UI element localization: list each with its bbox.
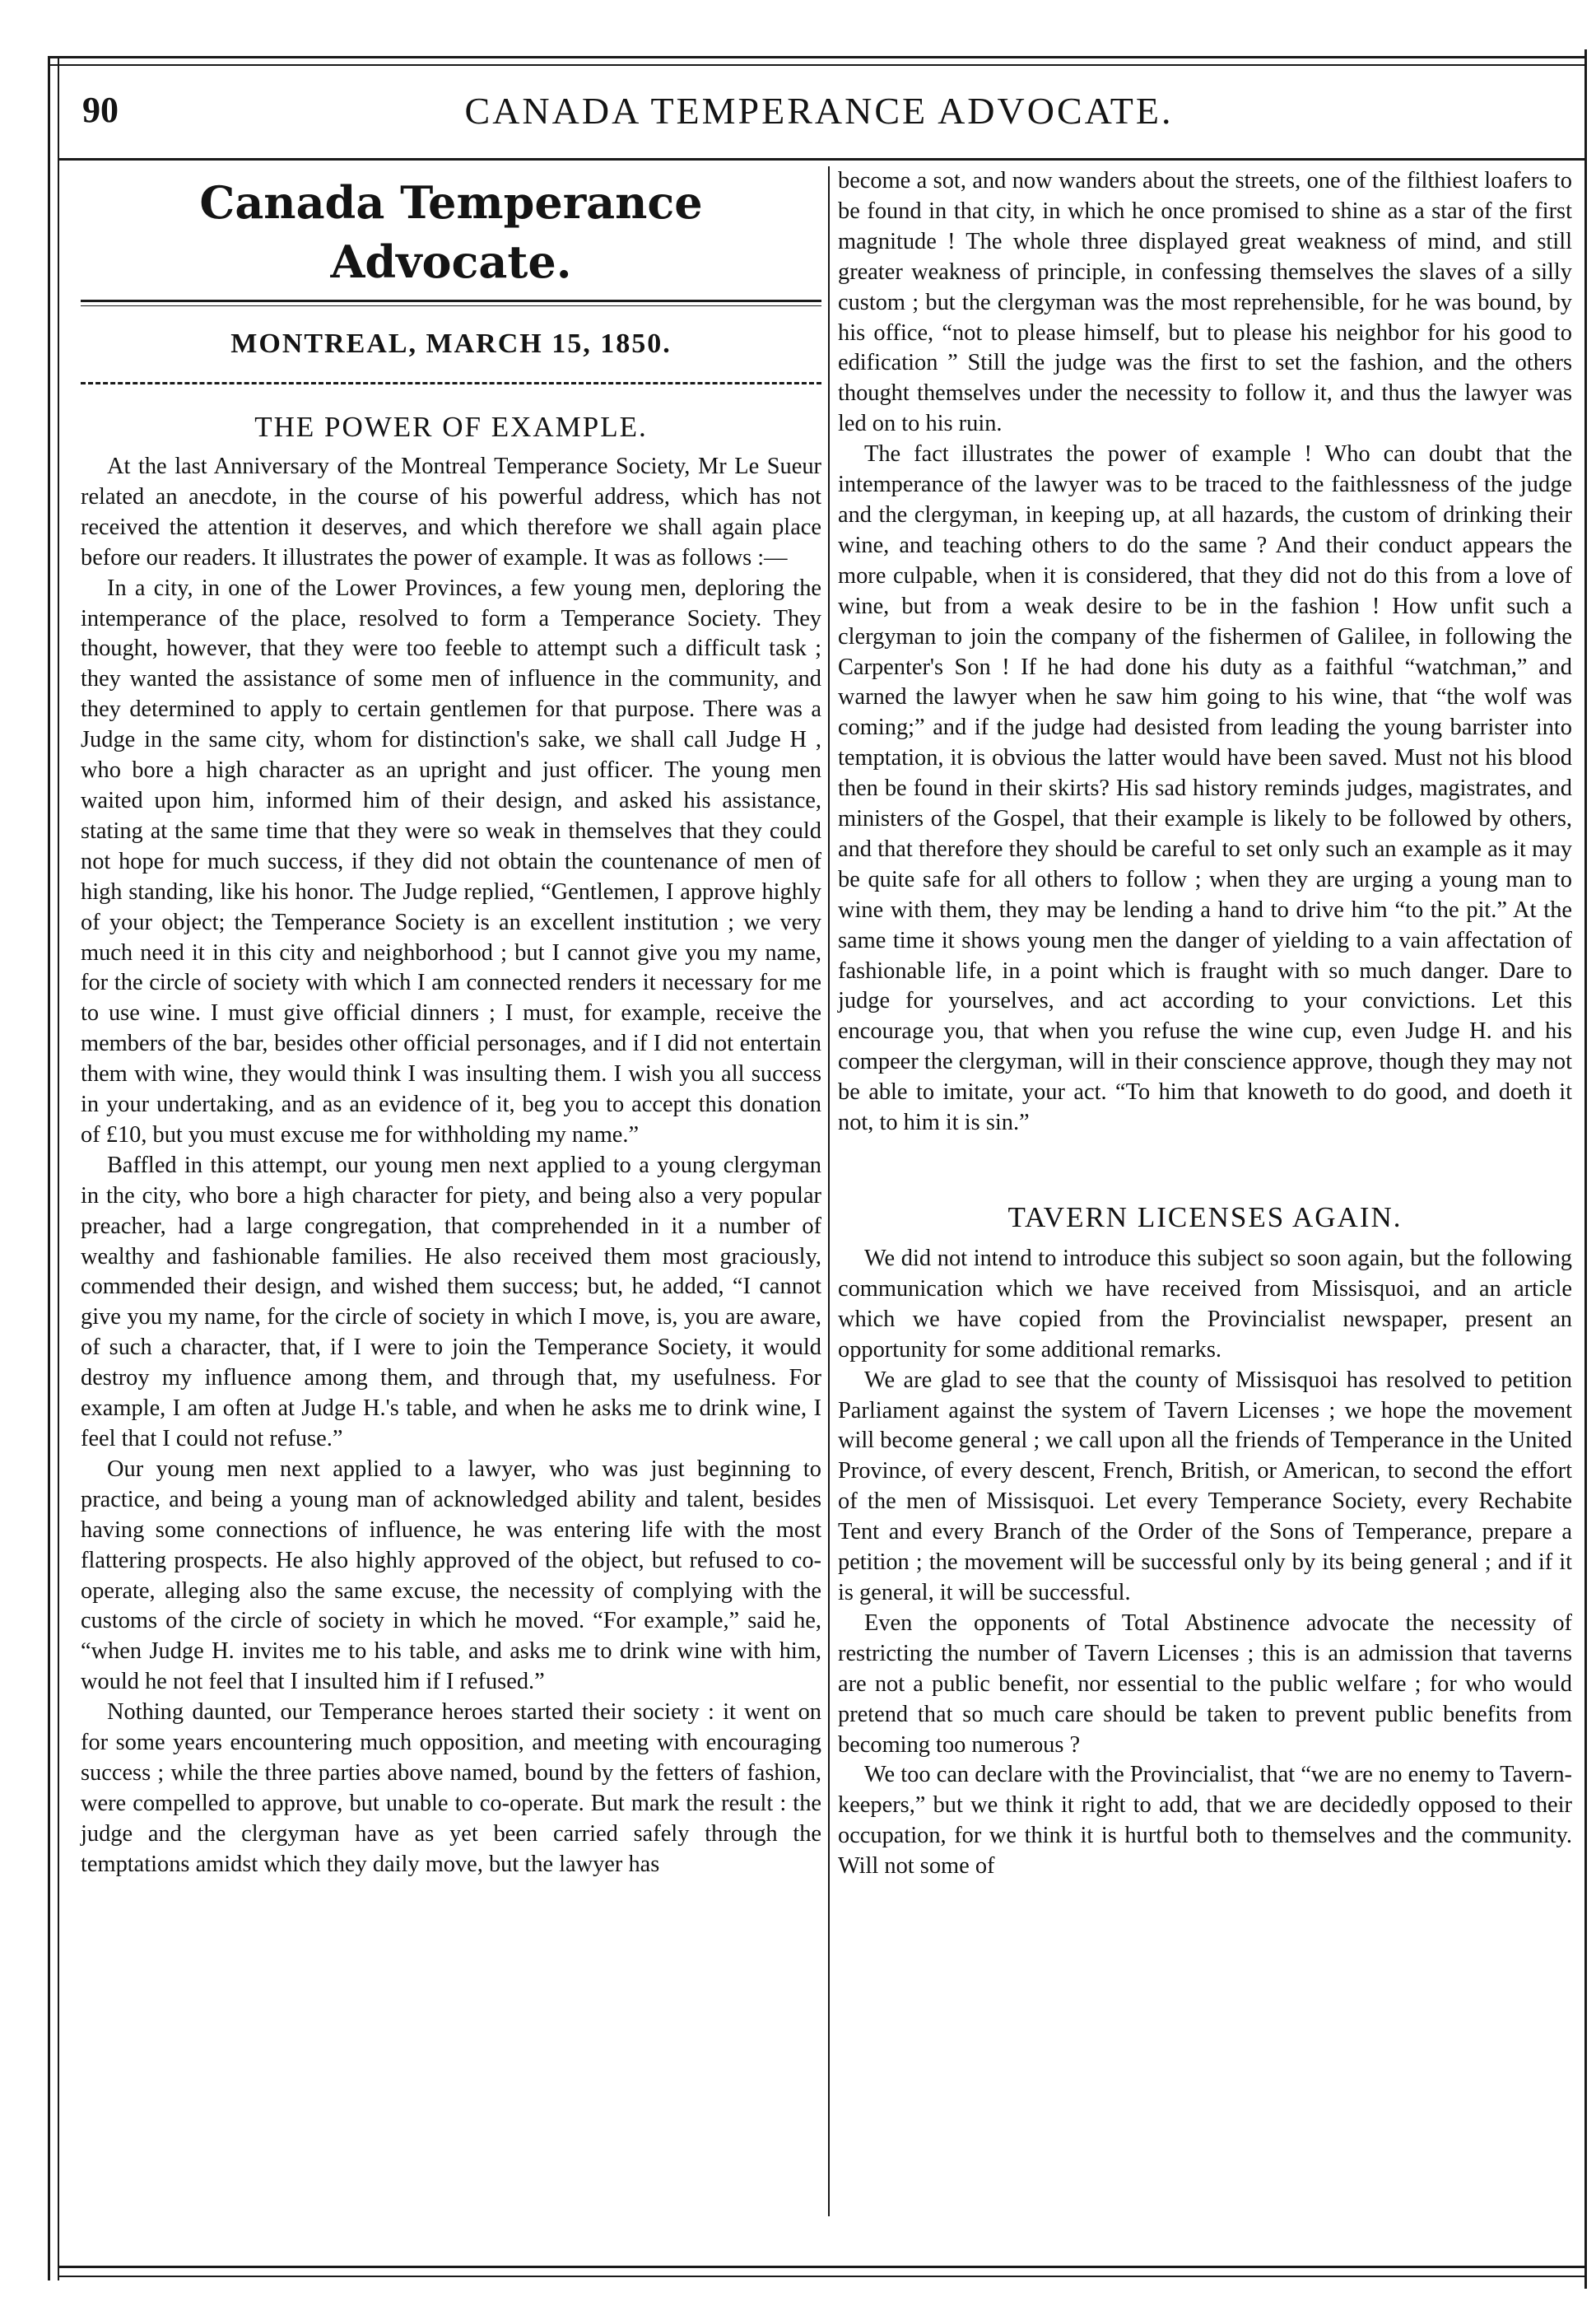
masthead-rule [81,300,821,306]
running-header [82,89,1556,147]
article-paragraph: Baffled in this attempt, our young men next applied to a young clergyman in the city, who bore a high character for piety, and being also a very popular preacher, had a large congregation, that comprehended in it a number of wealthy and fashionable families. He also received them most graciously, commended their design, and wished them success; but, he added, “I cannot give you my name, for the circle of society in which I move, is, you are aware, of such a character, that, if I were to join the Temperance Society, it would destroy my influence among them, and through that, my usefulness. For example, I am often at Judge H.'s table, and when he asks me to drink wine, I feel that I could not refuse.” [81,1152,821,1451]
right-column [838,166,1572,1882]
article-heading-tavern-licenses: TAVERN LICENSES AGAIN. [1007,1201,1403,1233]
article-paragraph: At the last Anniversary of the Montreal Temperance Society, Mr Le Sueur related an anecdote, in the course of his powerful address, which has not received the attention it deserves, and which therefore we shall again place before our readers. It illustrates the power of example. It was as follows :— [81,454,821,571]
masthead-title: Canada Temperance Advocate. [199,176,703,288]
article-paragraph: The fact illustrates the power of example ! Who can doubt that the intemperance of the lawyer was to be traced to the faithlessness of the judge and the clergyman, in keeping up, at all hazards, the custom of drinking their wine, and teaching others to do the same ? And their conduct appears the more culpable, when it is considered, that they did not do this from a love of wine, but from a weak desire to be in the fashion ! How unfit such a clergyman to join the company of the fishermen of Galilee, in following the Carpenter's Son ! If he had done his duty as a faithful “watchman,” and warned the lawyer when he saw him going to his wine, that “the wolf was coming;” and if the judge had desisted from leading the young barrister into temptation, it is obvious the latter would have been saved. Must not his blood then be found in their skirts? His sad history reminds judges, magistrates, and ministers of the Gospel, that their example is likely to be followed by others, and that therefore they should be careful to set only such an example as it may be quite safe for all others to follow ; when they are urging a young man to wine with them, they may be lending a hand to drive him “to the pit.” At the same time it shows young men the danger of yielding to a vain affectation of fashionable life, in a point which is fraught with so much danger. Dare to judge for yourselves, and act according to your convictions. Let this encourage you, that when you refuse the wine cup, even Judge H. and his compeer the clergyman, will in their conscience approve, though they may not be able to imitate, your act. “To him that knoweth to do good, and doeth it not, to him it is sin.” [838,441,1572,1136]
column-rule [828,166,830,2216]
article-paragraph: Our young men next applied to a lawyer, who was just beginning to practice, and being a young man of acknowledged ability and talent, besides having some connections of influence, he was entering life with the most flattering prospects. He also highly approved of the object, but refused to co-operate, alleging also the same excuse, the necessity of complying with the customs of the circle of society in which he moved. “For example,” said he, “when Judge H. invites me to his table, and asks me to drink wine with him, would he not feel that I insulted him if I refused.” [81,1456,821,1695]
left-border-line-inner [58,58,59,2280]
dateline-rule [81,382,821,384]
article-paragraph: Even the opponents of Total Abstinence advocate the necessity of restricting the number of Tavern Licenses ; this is an admission that taverns are not a public benefit, nor essential to the public welfare ; for who would pretend that so much care should be taken to prevent public benefits from becoming too numerous ? [838,1610,1572,1758]
top-border-rule [48,56,1587,58]
header-bottom-rule [58,158,1587,161]
left-column [81,166,821,1880]
bottom-border-rule-inner [58,2276,1584,2277]
right-border-line [1584,49,1587,2289]
article-paragraph: We are glad to see that the county of Missisquoi has resolved to petition Parliament against the system of Tavern Licenses ; we hope the movement will become general ; we call upon all the friends of Temperance in the United Province, of every descent, French, British, or American, to second the effort of the men of Missisquoi. Let every Temperance Society, every Rechabite Tent and every Branch of the Order of the Sons of Temperance, prepare a petition ; the movement will be successful only by its being general ; and if it is general, it will be successful. [838,1367,1572,1605]
article-paragraph: We too can declare with the Provincialist, that “we are no enemy to Tavern-keepers,” but we think it right to add, that we are decidedly opposed to their occupation, for we think it is hurtful both to themselves and the community. Will not some of [838,1762,1572,1880]
page-number: 90 [82,90,119,130]
article-paragraph: Nothing daunted, our Temperance heroes started their society : it went on for some years encountering much opposition, and meeting with encouraging success ; while the three parties above named, bound by the fetters of fashion, were compelled to approve, but unable to co-operate. But mark the result : the judge and the clergyman have as yet been carried safely through the temptations amidst which they daily move, but the lawyer has [81,1699,821,1877]
article-paragraph: We did not intend to introduce this subject so soon again, but the following communication which we have received from Missisquoi, and an article which we have copied from the Provincialist newspaper, present an opportunity for some additional remarks. [838,1246,1572,1363]
article-heading-power-of-example: THE POWER OF EXAMPLE. [254,411,648,443]
article-paragraph-continued: become a sot, and now wanders about the streets, one of the filthiest loafers to be found in that city, in which he once promised to shine as a star of the first magnitude ! The whole three displayed great weakness of mind, and still greater weakness of principle, in confessing themselves the slaves of a silly custom ; but the clergyman was the most reprehensible, for he was bound, by his office, “not to please himself, but to please his neighbor for his good to edification ” Still the judge was the first to set the fashion, and the others thought themselves under the necessity to follow it, and thus the lawyer was led on to his ruin. [838,168,1572,437]
running-title: CANADA TEMPERANCE ADVOCATE. [464,90,1174,132]
dateline: MONTREAL, MARCH 15, 1850. [230,328,672,359]
left-border-line [48,58,50,2280]
article-paragraph: In a city, in one of the Lower Provinces, a few young men, deploring the intemperance of the place, resolved to form a Temperance Society. They thought, however, that they were too feeble to attempt such a difficult task ; they wanted the assistance of some men of influence in the community, and they determined to apply to certain gentlemen for that purpose. There was a Judge in the same city, whom for distinction's sake, we shall call Judge H , who bore a high character as an upright and just officer. The young men waited upon him, informed him of their design, and asked his assistance, stating at the same time that they were so weak in themselves that they could not hope for much success, if they did not obtain the countenance of men of high standing, like his honor. The Judge replied, “Gentlemen, I approve highly of your object; the Temperance Society is an excellent institution ; we very much need it in this city and neighborhood ; but I cannot give you my name, for the circle of society with which I am connected renders it necessary for me to use wine. I must give official dinners ; I must, for example, receive the members of the bar, besides other official personages, and if I did not entertain them with wine, they would think I was insulting them. I wish you all success in your undertaking, and as an evidence of it, beg you to accept this donation of £10, but you must excuse me for withholding my name.” [81,575,821,1148]
bottom-border-rule [58,2266,1584,2268]
top-border-rule-inner [48,64,1587,66]
